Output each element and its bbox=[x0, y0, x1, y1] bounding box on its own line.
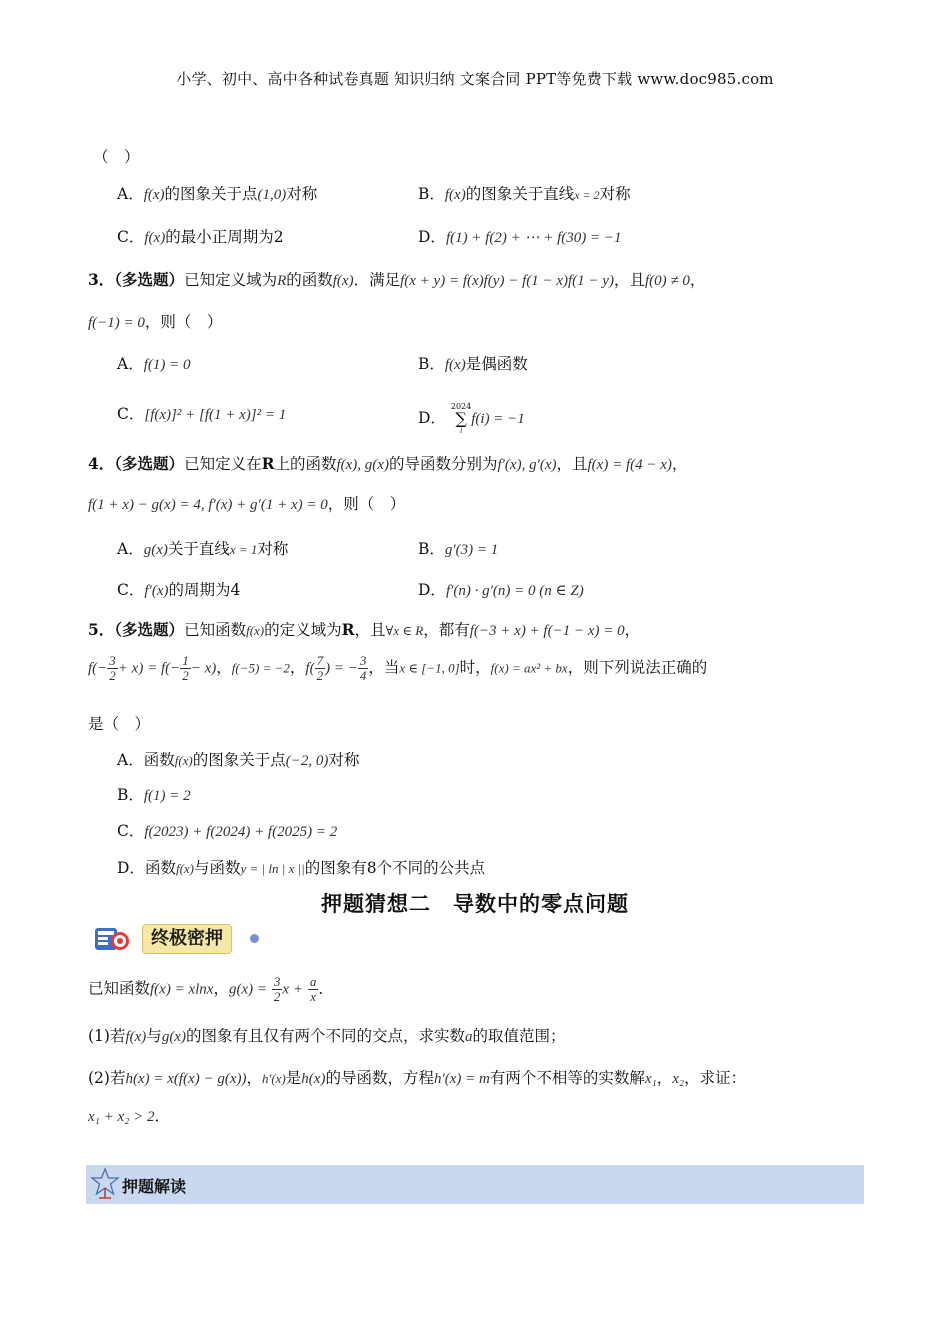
analysis-section-bar bbox=[86, 1165, 864, 1204]
frac-num: 1 bbox=[182, 653, 189, 668]
math-expr: f(x) bbox=[444, 357, 466, 373]
target-icon bbox=[94, 926, 134, 952]
stem-text: 的函数 bbox=[286, 271, 333, 289]
sum-upper: 2024 bbox=[450, 402, 472, 411]
stem-text: 已知函数 bbox=[184, 621, 247, 639]
option-d bbox=[418, 225, 622, 247]
stem-text: 的定义域为 bbox=[264, 621, 342, 639]
math-expr: x ∈ [−1, 0] bbox=[399, 660, 460, 676]
math-expr: f(x) bbox=[246, 623, 265, 638]
stem-text: 已知函数 bbox=[88, 979, 151, 998]
math-expr: g(x) bbox=[143, 542, 168, 558]
math-expr: f(x) = f(4 − x) bbox=[587, 457, 672, 473]
math-expr: f bbox=[88, 660, 93, 677]
question-4-stem bbox=[88, 452, 687, 474]
option-label: C． bbox=[117, 822, 145, 840]
stem-text: 时， bbox=[459, 658, 491, 677]
stem-text: 与 bbox=[146, 1027, 162, 1045]
option-label: C． bbox=[117, 581, 145, 599]
frac-den: 4 bbox=[359, 668, 367, 683]
option-label: C． bbox=[117, 405, 145, 423]
stem-text: ，且 bbox=[613, 271, 645, 289]
math-expr: f(x) bbox=[143, 187, 165, 203]
option-text: 的图象关于点 bbox=[164, 185, 258, 203]
stem-text: 的取值范围； bbox=[472, 1027, 566, 1045]
stem-text: ． bbox=[154, 1107, 171, 1125]
option-label: A． bbox=[117, 355, 144, 373]
math-expr: f(2023) + f(2024) + f(2025) = 2 bbox=[144, 824, 338, 840]
math-expr: h′(x) bbox=[262, 1071, 286, 1086]
math-expr: x₁ bbox=[644, 1071, 657, 1087]
math-expr: (1,0) bbox=[257, 187, 287, 203]
math-expr: x₂ bbox=[672, 1071, 685, 1087]
stem-text: ， bbox=[624, 621, 641, 639]
q3-option-d bbox=[418, 402, 525, 436]
stem-text: 已知定义域为 bbox=[184, 271, 278, 289]
stem-text: ， bbox=[689, 271, 706, 289]
math-expr: f bbox=[305, 660, 310, 677]
stem-text: ．满足 bbox=[353, 271, 401, 289]
frac-den: 2 bbox=[182, 668, 189, 683]
summation bbox=[451, 402, 471, 436]
q5-option-a bbox=[117, 748, 359, 770]
math-expr: f(−1) = 0 bbox=[88, 315, 145, 331]
math-expr: f(x + y) = f(x)f(y) − f(1 − x)f(1 − y) bbox=[400, 273, 614, 289]
math-expr: f′(x) bbox=[144, 583, 169, 599]
question-3-stem bbox=[88, 268, 705, 290]
sum-lower: i bbox=[459, 426, 463, 435]
math-expr: g(x) bbox=[161, 1029, 186, 1045]
stem-text: ， bbox=[213, 979, 229, 998]
math-expr: f′(x), g′(x) bbox=[497, 457, 557, 473]
q4-option-d bbox=[418, 578, 584, 600]
frac-den: 2 bbox=[273, 989, 281, 1004]
question-3-stem-line2 bbox=[88, 310, 222, 332]
math-expr: R bbox=[277, 273, 287, 289]
frac-num: 3 bbox=[109, 653, 116, 668]
frac-den: 2 bbox=[109, 668, 116, 683]
fraction bbox=[308, 975, 319, 1004]
option-label: A． bbox=[117, 540, 144, 558]
q5-option-d bbox=[117, 856, 485, 878]
fraction bbox=[272, 975, 283, 1004]
star-icon bbox=[90, 1167, 120, 1205]
q4-option-b bbox=[418, 537, 498, 559]
frac-num: 7 bbox=[316, 653, 324, 668]
banner-label: 终极密押 bbox=[142, 924, 232, 954]
option-label: A． bbox=[117, 185, 144, 203]
q5-option-c bbox=[117, 819, 337, 841]
option-text: 对称 bbox=[328, 751, 360, 769]
section-title: 押题猜想二 导数中的零点问题 bbox=[321, 892, 629, 916]
math-expr: = f bbox=[147, 660, 166, 677]
question-tag: （多选题） bbox=[114, 620, 185, 639]
option-text: 关于直线 bbox=[167, 540, 230, 558]
problem-part-2 bbox=[88, 1066, 746, 1088]
stem-text: ， bbox=[246, 1069, 262, 1087]
stem-text: 上的函数 bbox=[274, 455, 337, 473]
q3-option-b bbox=[418, 352, 528, 374]
page-header: 小学、初中、高中各种试卷真题 知识归纳 文案合同 PPT等免费下载 www.doc985.com bbox=[176, 70, 774, 88]
stem-text: 已知定义在 bbox=[184, 455, 262, 473]
problem-part-1 bbox=[88, 1024, 566, 1046]
math-expr: f(x) = ax² + bx bbox=[490, 660, 568, 676]
q4-option-a bbox=[117, 537, 288, 559]
stem-text: ， bbox=[656, 1069, 673, 1087]
stem-text: ，求证： bbox=[684, 1069, 747, 1087]
option-b bbox=[418, 182, 631, 204]
stem-text: ， bbox=[216, 658, 232, 677]
frac-num: 3 bbox=[359, 653, 367, 668]
option-text: 的周期为4 bbox=[168, 581, 241, 599]
math-expr: (−2, 0) bbox=[285, 753, 329, 769]
math-expr: = − bbox=[333, 660, 358, 677]
question-number: 3． bbox=[88, 270, 115, 289]
math-expr: g′(3) = 1 bbox=[444, 542, 499, 558]
option-c bbox=[117, 225, 284, 247]
stem-text: ， bbox=[671, 455, 688, 473]
question-4-stem-line2 bbox=[88, 492, 405, 514]
math-expr: f(i) = −1 bbox=[471, 411, 525, 427]
math-expr: h(x) = x(f(x) − g(x)) bbox=[125, 1071, 247, 1087]
stem-text: ，则（ ） bbox=[144, 313, 223, 331]
stem-text: ，则（ ） bbox=[327, 495, 406, 513]
stem-text: ，则下列说法正确的 bbox=[567, 658, 708, 677]
stem-text: ，且 bbox=[354, 621, 386, 639]
option-text: 对称 bbox=[286, 185, 318, 203]
math-expr: h′(x) = m bbox=[433, 1071, 490, 1087]
math-expr: f(1 + x) − g(x) = 4, f′(x) + g′(1 + x) = 0 bbox=[88, 497, 328, 513]
fraction bbox=[315, 654, 326, 683]
math-expr: f(x) = xlnx bbox=[150, 981, 214, 998]
option-text: 与函数 bbox=[194, 859, 241, 877]
option-label: A． bbox=[117, 751, 144, 769]
math-expr: f(−5) = −2 bbox=[231, 660, 290, 676]
math-expr: f(−3 + x) + f(−1 − x) = 0 bbox=[469, 623, 625, 639]
math-expr: f(1) = 2 bbox=[143, 788, 191, 804]
math-expr: a bbox=[464, 1029, 473, 1045]
fraction bbox=[180, 654, 191, 683]
answer-paren: （ ） bbox=[93, 148, 140, 166]
math-expr: f(x) bbox=[332, 273, 354, 289]
math-expr: f(x) bbox=[175, 861, 194, 876]
stem-text: ， bbox=[289, 658, 306, 677]
stem-text: (1)若 bbox=[88, 1027, 126, 1045]
math-expr: f(x) bbox=[125, 1029, 147, 1045]
question-number: 5． bbox=[88, 620, 115, 639]
frac-den: x bbox=[310, 989, 317, 1004]
option-label: D． bbox=[418, 409, 446, 427]
q4-option-c bbox=[117, 578, 240, 600]
math-expr: f(1) = 0 bbox=[143, 357, 191, 373]
q3-option-a bbox=[117, 352, 190, 374]
math-expr: f(x) bbox=[144, 230, 166, 246]
problem-intro bbox=[88, 975, 334, 1004]
option-label: B． bbox=[117, 786, 144, 804]
fraction bbox=[358, 654, 369, 683]
math-expr: g(x) = bbox=[228, 981, 267, 998]
option-text: 函数 bbox=[144, 859, 176, 877]
option-text: 对称 bbox=[257, 540, 289, 558]
stem-text: 是 bbox=[285, 1069, 302, 1087]
stem-text: (2)若 bbox=[88, 1069, 126, 1087]
math-expr: f(0) ≠ 0 bbox=[644, 273, 690, 289]
question-tag: （多选题） bbox=[114, 454, 185, 473]
option-text: 的图象关于直线 bbox=[465, 185, 575, 203]
question-5-stem-line3: 是（ ） bbox=[88, 715, 151, 733]
q5-option-b bbox=[117, 783, 191, 805]
math-expr: f(1) + f(2) + ⋯ + f(30) = −1 bbox=[445, 230, 622, 246]
problem-part-2-line2 bbox=[88, 1104, 170, 1126]
math-expr: + x bbox=[117, 660, 139, 677]
option-text: 对称 bbox=[599, 185, 631, 203]
frac-den: 2 bbox=[316, 668, 324, 683]
option-label: B． bbox=[418, 540, 445, 558]
math-expr: [f(x)]² + [f(1 + x)]² = 1 bbox=[144, 407, 287, 423]
math-expr: x₁ + x₂ > 2 bbox=[88, 1109, 155, 1125]
stem-text: ，当 bbox=[368, 658, 400, 677]
math-expr: y = | ln | x || bbox=[240, 861, 305, 876]
option-label: B． bbox=[418, 185, 445, 203]
math-expr: h(x) bbox=[301, 1071, 326, 1087]
option-text: 是偶函数 bbox=[465, 355, 528, 373]
banner-dot bbox=[250, 934, 259, 943]
option-label: D． bbox=[418, 228, 446, 246]
math-expr: R bbox=[341, 620, 355, 639]
math-expr: f′(n) · g′(n) = 0 (n ∈ Z) bbox=[445, 583, 584, 599]
stem-text: ，且 bbox=[556, 455, 588, 473]
math-expr: f(x) bbox=[174, 753, 193, 768]
analysis-section-label: 押题解读 bbox=[122, 1177, 187, 1196]
option-text: 的最小正周期为2 bbox=[165, 228, 284, 246]
math-expr: − x bbox=[190, 660, 212, 677]
stem-text: ． bbox=[318, 979, 334, 998]
question-tag: （多选题） bbox=[114, 270, 185, 289]
stem-text: 的导函数，方程 bbox=[325, 1069, 434, 1087]
stem-text: 的导函数分别为 bbox=[388, 455, 498, 473]
question-number: 4． bbox=[88, 454, 115, 473]
frac-num: 3 bbox=[273, 974, 281, 989]
option-label: D． bbox=[117, 859, 145, 877]
math-expr: x + bbox=[282, 981, 303, 998]
option-text: 的图象有8个不同的公共点 bbox=[304, 859, 486, 877]
fraction bbox=[107, 654, 118, 683]
math-expr: f(x), g(x) bbox=[336, 457, 389, 473]
option-label: C． bbox=[117, 228, 145, 246]
math-expr: R bbox=[261, 454, 275, 473]
stem-text: ，都有 bbox=[423, 621, 470, 639]
math-expr: ∀x ∈ R bbox=[385, 623, 424, 638]
math-expr: f(x) bbox=[444, 187, 466, 203]
option-label: D． bbox=[418, 581, 446, 599]
option-a bbox=[117, 182, 317, 204]
option-label: B． bbox=[418, 355, 445, 373]
option-text: 函数 bbox=[143, 751, 175, 769]
question-5-stem-line2: f(− $\frac{3}{2}$ + x) = f(− $\frac{1}{2}$ − x)，f(−5) = −2，f( $\frac{7}{2}$ ) = − $\frac{3}{4}$ ，当x ∈ [−1, 0]时，f(x) = ax² + bx，则下列说法正确的 bbox=[88, 653, 708, 683]
stem-text: 的图象有且仅有两个不同的交点，求实数 bbox=[185, 1027, 465, 1045]
question-5-stem bbox=[88, 618, 640, 640]
math-expr: x = 2 bbox=[574, 188, 600, 202]
math-expr: x = 1 bbox=[229, 542, 258, 557]
frac-num: a bbox=[309, 974, 317, 989]
stem-text: 有两个不相等的实数解 bbox=[489, 1069, 645, 1087]
option-text: 的图象关于点 bbox=[192, 751, 286, 769]
sum-symbol: ∑ bbox=[455, 409, 467, 428]
q3-option-c bbox=[117, 402, 286, 424]
